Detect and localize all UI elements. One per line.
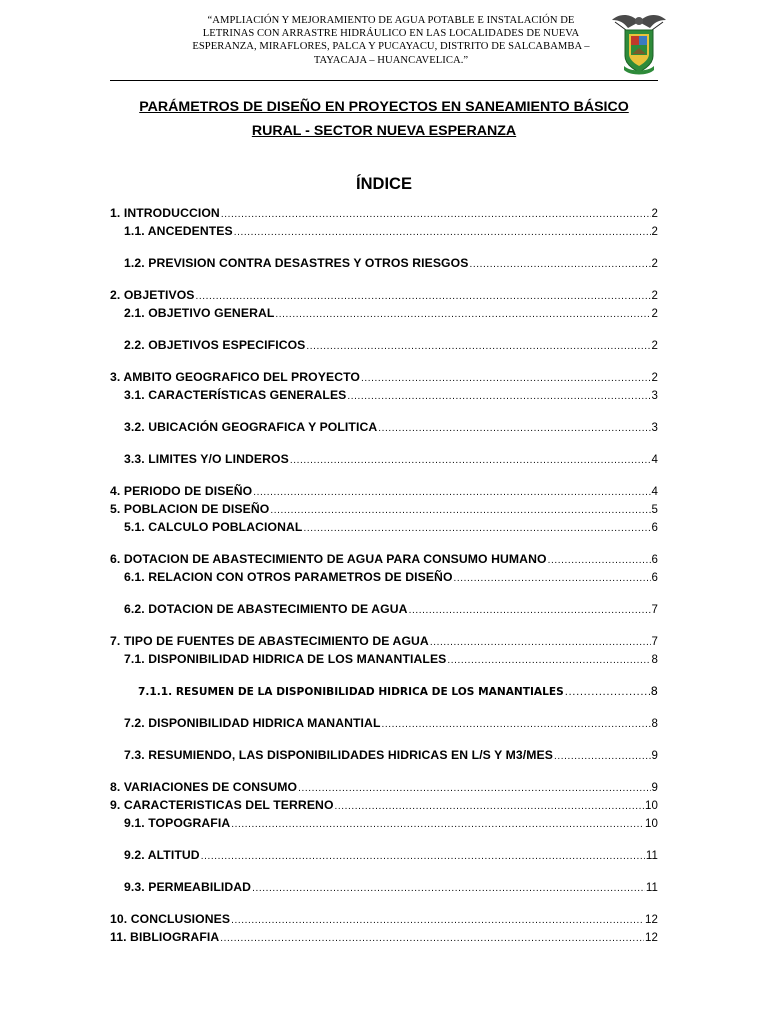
toc-dot-leader	[361, 371, 650, 387]
toc-entry-page-number: 10	[645, 800, 658, 812]
toc-dot-leader	[430, 635, 651, 651]
toc-entry-label: 5.1. CALCULO POBLACIONAL	[124, 520, 303, 534]
toc-entry[interactable]	[110, 223, 658, 241]
toc-entry-page-number: 2	[651, 290, 658, 302]
toc-entry-page-number: 3	[651, 422, 658, 434]
toc-entry[interactable]	[110, 337, 658, 355]
toc-entry-page-number: 10	[645, 818, 658, 830]
toc-entry-page-number: 2	[651, 208, 658, 220]
toc-entry[interactable]	[110, 305, 658, 323]
project-title-line: ESPERANZA, MIRAFLORES, PALCA Y PUCAYACU, DISTRITO DE SALCABAMBA –	[192, 41, 590, 53]
toc-entry-page-number: 6	[651, 522, 658, 534]
toc-entry-page-number: 12	[645, 932, 658, 944]
toc-entry-page-number: 7	[651, 604, 658, 616]
toc-dot-leader	[234, 225, 651, 241]
toc-dot-leader	[548, 553, 651, 569]
toc-entry[interactable]	[110, 747, 658, 765]
toc-dot-leader	[469, 257, 650, 273]
toc-entry-page-number: 11	[645, 882, 658, 894]
toc-entry-page-number: 4	[651, 486, 658, 498]
toc-dot-leader	[290, 453, 651, 469]
toc-entry-label: 3.1. CARACTERÍSTICAS GENERALES	[124, 388, 347, 402]
toc-entry-page-number: 6	[651, 572, 658, 584]
toc-entry[interactable]	[110, 569, 658, 587]
toc-dot-leader	[335, 799, 644, 815]
toc-entry[interactable]	[110, 601, 658, 619]
toc-entry-label: 1.1. ANCEDENTES	[124, 224, 233, 238]
toc-dot-leader	[253, 485, 650, 501]
toc-entry[interactable]	[110, 847, 658, 865]
toc-dot-leader	[252, 881, 645, 897]
project-title	[160, 14, 622, 67]
toc-entry[interactable]	[110, 929, 658, 947]
toc-entry-label: 7. TIPO DE FUENTES DE ABASTECIMIENTO DE AGUA	[110, 634, 429, 648]
toc-entry-label: 7.1.1. RESUMEN DE LA DISPONIBILIDAD HIDRICA DE LOS MANANTIALES	[138, 686, 564, 698]
toc-entry-label: 5. POBLACION DE DISEÑO	[110, 502, 270, 516]
toc-entry[interactable]	[110, 683, 658, 701]
toc-dot-leader	[447, 653, 650, 669]
toc-dot-leader	[270, 503, 650, 519]
toc-entry-page-number: 2	[651, 340, 658, 352]
toc-entry[interactable]	[110, 369, 658, 387]
toc-dot-leader	[231, 913, 644, 929]
municipal-coat-of-arms-icon	[610, 8, 668, 78]
toc-entry-label: 9.3. PERMEABILIDAD	[124, 880, 252, 894]
toc-entry[interactable]	[110, 815, 658, 833]
toc-entry[interactable]	[110, 779, 658, 797]
page-header	[110, 8, 658, 80]
toc-entry-page-number: 8	[651, 654, 658, 666]
toc-dot-leader	[196, 289, 651, 305]
toc-entry[interactable]	[110, 715, 658, 733]
header-divider	[110, 80, 658, 81]
toc-entry[interactable]	[110, 205, 658, 223]
toc-entry-label: 6.2. DOTACION DE ABASTECIMIENTO DE AGUA	[124, 602, 408, 616]
toc-entry[interactable]	[110, 255, 658, 273]
toc-entry[interactable]	[110, 483, 658, 501]
toc-dot-leader	[409, 603, 651, 619]
document-title	[110, 95, 658, 143]
toc-entry[interactable]	[110, 451, 658, 469]
toc-entry-page-number: 12	[645, 914, 658, 926]
toc-entry-label: 7.2. DISPONIBILIDAD HIDRICA MANANTIAL	[124, 716, 381, 730]
toc-entry-label: 3.3. LIMITES Y/O LINDEROS	[124, 452, 289, 466]
toc-entry-label: 3.2. UBICACIÓN GEOGRAFICA Y POLITICA	[124, 420, 378, 434]
document-title-line: RURAL - SECTOR NUEVA ESPERANZA	[251, 123, 517, 139]
toc-entry-label: 1. INTRODUCCION	[110, 206, 220, 220]
toc-dot-leader	[221, 207, 651, 223]
toc-entry-page-number: 2	[651, 258, 658, 270]
toc-entry-label: 3. AMBITO GEOGRAFICO DEL PROYECTO	[110, 370, 361, 384]
toc-entry-page-number: 7	[651, 636, 658, 648]
toc-entry-label: 2.2. OBJETIVOS ESPECIFICOS	[124, 338, 306, 352]
toc-entry-label: 10. CONCLUSIONES	[110, 912, 231, 926]
toc-entry-label: 7.3. RESUMIENDO, LAS DISPONIBILIDADES HIDRICAS EN L/S Y M3/MES	[124, 748, 553, 762]
toc-dot-leader	[306, 339, 650, 355]
toc-entry-label: 9.1. TOPOGRAFIA	[124, 816, 231, 830]
toc-dot-leader	[303, 521, 650, 537]
table-of-contents	[110, 205, 658, 947]
toc-dot-leader	[201, 849, 645, 865]
toc-entry[interactable]	[110, 633, 658, 651]
toc-entry[interactable]	[110, 911, 658, 929]
project-title-line: “AMPLIACIÓN Y MEJORAMIENTO DE AGUA POTABLE E INSTALACIÓN DE	[207, 15, 575, 26]
toc-entry-label: 11. BIBLIOGRAFIA	[110, 930, 220, 944]
toc-entry-page-number: 2	[651, 226, 658, 238]
toc-dot-leader	[347, 389, 650, 405]
toc-entry-page-number: 2	[651, 372, 658, 384]
toc-dot-leader	[275, 307, 650, 323]
toc-entry-label: 1.2. PREVISION CONTRA DESASTRES Y OTROS RIESGOS	[124, 256, 469, 270]
toc-entry-page-number: 8	[651, 718, 658, 730]
toc-entry-page-number: 9	[651, 782, 658, 794]
toc-entry[interactable]	[110, 519, 658, 537]
toc-entry-label: 4. PERIODO DE DISEÑO	[110, 484, 253, 498]
toc-entry[interactable]	[110, 387, 658, 405]
document-title-line: PARÁMETROS DE DISEÑO EN PROYECTOS EN SANEAMIENTO BÁSICO	[139, 99, 629, 115]
toc-entry-page-number: 9	[651, 750, 658, 762]
toc-entry[interactable]	[110, 419, 658, 437]
toc-entry-label: 6. DOTACION DE ABASTECIMIENTO DE AGUA PARA CONSUMO HUMANO	[110, 552, 547, 566]
toc-dot-leader	[378, 421, 650, 437]
toc-dot-leader	[220, 931, 644, 947]
toc-entry[interactable]	[110, 651, 658, 669]
project-title-line: LETRINAS CON ARRASTRE HIDRÁULICO EN LAS LOCALIDADES DE NUEVA	[202, 28, 580, 40]
toc-entry-page-number: 8	[650, 684, 658, 698]
toc-dot-leader	[554, 749, 651, 765]
toc-entry[interactable]	[110, 551, 658, 569]
toc-entry-label: 9.2. ALTITUD	[124, 848, 200, 862]
toc-entry-page-number: 11	[645, 850, 658, 862]
toc-dot-leader	[454, 571, 651, 587]
toc-dot-leader	[231, 817, 644, 833]
toc-entry-page-number: 2	[651, 308, 658, 320]
toc-entry-label: 2.1. OBJETIVO GENERAL	[124, 306, 275, 320]
index-heading: ÍNDICE	[356, 175, 412, 193]
toc-entry-page-number: 3	[651, 390, 658, 402]
toc-entry[interactable]	[110, 797, 658, 815]
toc-entry-label: 2. OBJETIVOS	[110, 288, 195, 302]
toc-dot-leader	[381, 717, 650, 733]
toc-entry-page-number: 6	[651, 554, 658, 566]
toc-entry[interactable]	[110, 501, 658, 519]
toc-entry-page-number: 4	[651, 454, 658, 466]
toc-dot-leader	[298, 781, 650, 797]
toc-entry[interactable]	[110, 287, 658, 305]
toc-entry-label: 6.1. RELACION CON OTROS PARAMETROS DE DISEÑO	[124, 570, 453, 584]
toc-dot-leader	[565, 685, 650, 701]
toc-entry-label: 8. VARIACIONES DE CONSUMO	[110, 780, 298, 794]
toc-entry[interactable]	[110, 879, 658, 897]
project-title-line: TAYACAJA – HUANCAVELICA.”	[313, 54, 469, 66]
toc-entry-label: 9. CARACTERISTICAS DEL TERRENO	[110, 798, 334, 812]
toc-entry-label: 7.1. DISPONIBILIDAD HIDRICA DE LOS MANANTIALES	[124, 652, 447, 666]
toc-entry-page-number: 5	[651, 504, 658, 516]
